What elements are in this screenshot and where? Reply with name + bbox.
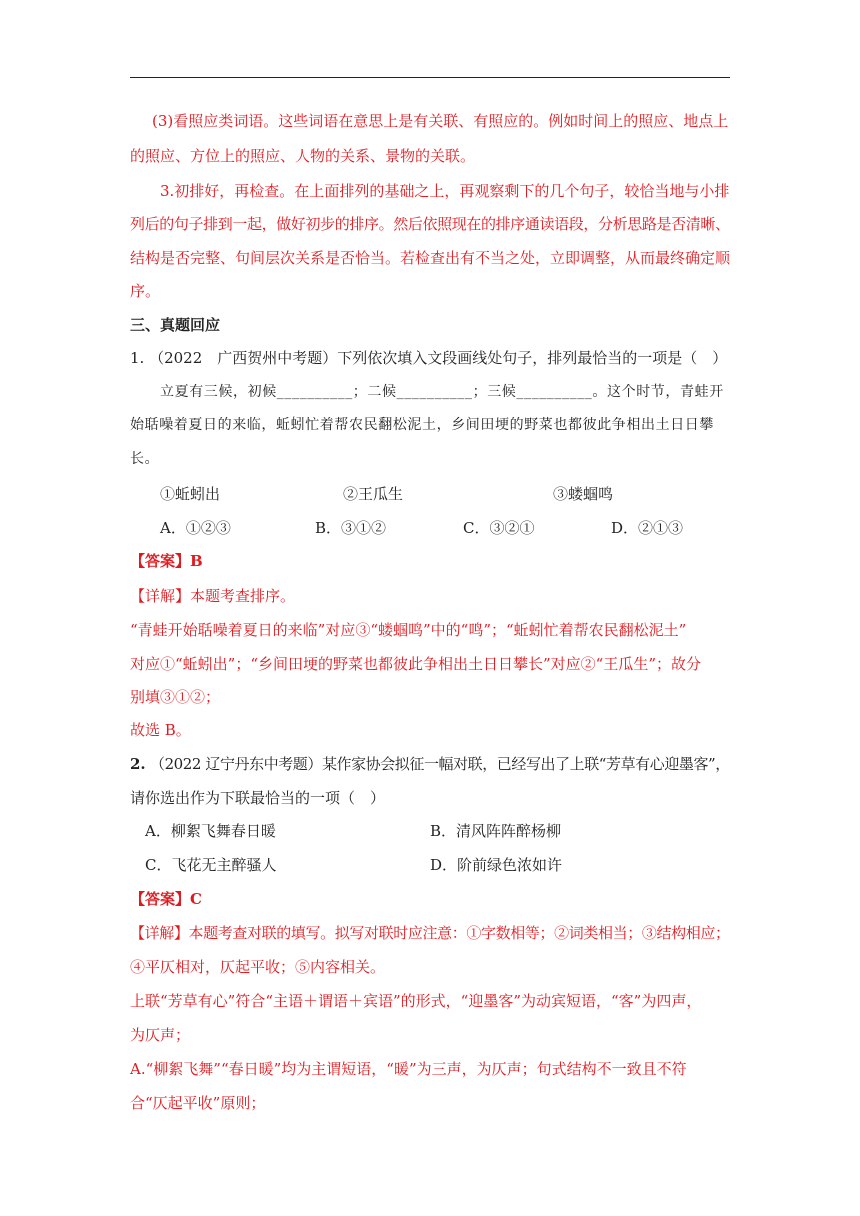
- question-2-explanation-1: 【详解】本题考查对联的填写。拟写对联时应注意：①字数相等；②词类相当；③结构相应；: [130, 924, 730, 942]
- step-3-line-2: 列后的句子排到一起，做好初步的排序。然后依照现在的排序通读语段，分析思路是否清晰、: [130, 215, 730, 233]
- question-2-answer: 【答案】C: [130, 890, 202, 908]
- question-1-sentence-1: ①蚯蚓出: [160, 485, 221, 503]
- question-2-stem-1: （2022 辽宁丹东中考题）某作家协会拟征一幅对联，已经写出了上联“芳草有心迎墨客”，: [150, 755, 730, 773]
- question-1-explanation-4: 别填③①②；: [130, 688, 221, 706]
- question-1-explanation-3: 对应①“蚯蚓出”；“乡间田埂的野菜也都彼此争相出土日日攀长”对应②“王瓜生”；故分: [130, 655, 702, 673]
- question-1-passage-line-2: 始聒噪着夏日的来临，蚯蚓忙着帮农民翻松泥土，乡间田埂的野菜也都彼此争相出土日日攀: [130, 417, 714, 433]
- step-3-line-3: 结构是否完整、句间层次关系是否恰当。若检查出有不当之处，立即调整，从而最终确定顺: [130, 249, 731, 267]
- question-2-explanation-2: ④平仄相对，仄起平收；⑤内容相关。: [130, 958, 386, 976]
- step-3-line-4: 序。: [130, 282, 161, 300]
- question-1-stem: 1. （2022 广西贺州中考题）下列依次填入文段画线处句子，排列最恰当的一项是（ ）: [130, 349, 728, 367]
- question-2-explanation-6: 合“仄起平收”原则；: [130, 1094, 266, 1112]
- question-1-sentence-3: ③蝼蝈鸣: [553, 485, 614, 503]
- question-2-explanation-3: 上联“芳草有心”符合“主语＋谓语＋宾语”的形式，“迎墨客”为动宾短语，“客”为四声，: [130, 992, 702, 1010]
- question-1-sentence-2: ②王瓜生: [343, 485, 404, 503]
- question-2-explanation-5: A.“柳絮飞舞”“春日暖”均为主谓短语，“暖”为三声，为仄声；句式结构不一致且不符: [130, 1060, 687, 1078]
- section-heading: 三、真题回应: [130, 316, 221, 334]
- question-1-explanation-5: 故选 B。: [130, 721, 191, 739]
- question-1-option-b: B．③①②: [315, 519, 387, 537]
- method-3-line-1: (3)看照应类词语。这些词语在意思上是有关联、有照应的。例如时间上的照应、地点上: [152, 112, 729, 130]
- question-1-option-a: A．①②③: [160, 519, 231, 537]
- question-1-option-c: C．③②①: [463, 519, 535, 537]
- step-3-line-1: 3.初排好，再检查。在上面排列的基础之上，再观察剩下的几个句子，较恰当地与小排: [160, 182, 730, 200]
- question-1-option-d: D．②①③: [611, 519, 684, 537]
- question-2-explanation-4: 为仄声；: [130, 1026, 191, 1044]
- method-3-line-2: 的照应、方位上的照应、人物的关系、景物的关联。: [130, 147, 476, 165]
- header-rule: [130, 77, 730, 78]
- question-2-option-a: A．柳絮飞舞春日暖: [145, 822, 276, 840]
- question-2-option-d: D．阶前绿色浓如许: [430, 856, 563, 874]
- question-2-stem-2: 请你选出作为下联最恰当的一项（ ）: [130, 789, 386, 807]
- question-1-explanation-2: “青蛙开始聒噪着夏日的来临”对应③“蝼蝈鸣”中的“鸣”；“蚯蚓忙着帮农民翻松泥土”: [130, 621, 687, 639]
- question-1-passage-line-3: 长。: [130, 451, 160, 467]
- question-1-explanation-1: 【详解】本题考查排序。: [130, 587, 296, 605]
- question-2-option-c: C．飞花无主醉骚人: [145, 856, 277, 874]
- question-2-option-b: B．清风阵阵醉杨柳: [430, 822, 562, 840]
- question-2-number: 2.: [130, 755, 146, 773]
- question-1-passage-line-1: 立夏有三候，初候__________；二候__________；三候__________。这个时节，青蛙开: [160, 384, 724, 400]
- question-1-answer: 【答案】B: [130, 552, 203, 570]
